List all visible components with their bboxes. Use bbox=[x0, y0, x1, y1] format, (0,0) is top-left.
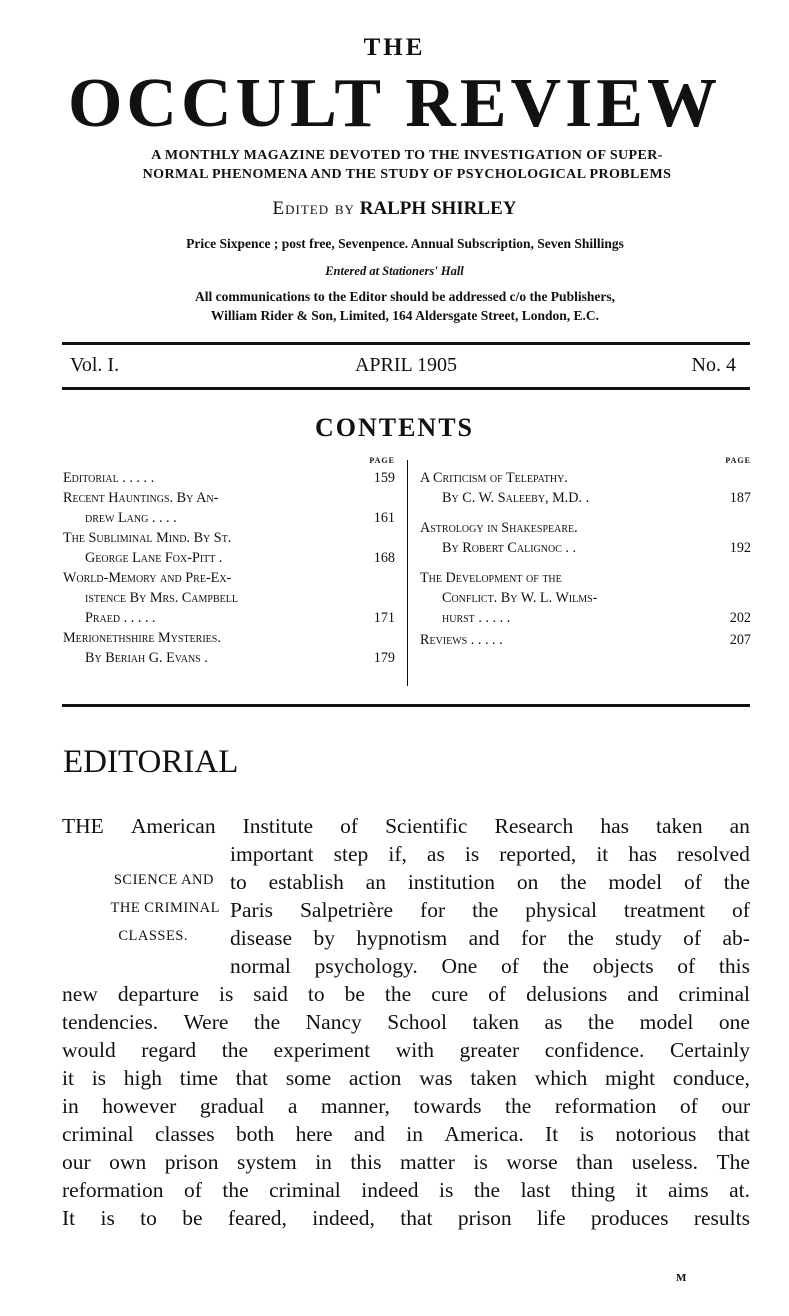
issue-rule-bottom bbox=[62, 387, 750, 390]
communications-line-2: William Rider & Son, Limited, 164 Aldersgate Street, London, E.C. bbox=[210, 308, 600, 323]
toc-entry-line: World-Memory and Pre-Ex- bbox=[63, 570, 232, 586]
toc-entry-line: drew Lang . . . . bbox=[85, 510, 177, 526]
issue-volume: Vol. I. bbox=[70, 354, 120, 376]
side-note-line-1: SCIENCE AND bbox=[113, 872, 214, 888]
toc-entry-line: Conflict. By W. L. Wilms- bbox=[442, 590, 598, 606]
toc-entry bbox=[420, 518, 751, 558]
editorial-line: reformation of the criminal indeed is the last thing it aims at. bbox=[62, 1178, 750, 1202]
subtitle-line-2: NORMAL PHENOMENA AND THE STUDY OF PSYCHOLOGICAL PROBLEMS bbox=[142, 167, 672, 182]
issue-line bbox=[62, 354, 750, 380]
editorial-line: THE American Institute of Scientific Research has taken an bbox=[62, 814, 750, 838]
toc-entry-line: istence By Mrs. Campbell bbox=[85, 590, 238, 606]
editorial-line: normal psychology. One of the objects of this bbox=[230, 954, 750, 978]
toc-entry-line: Reviews . . . . . bbox=[420, 632, 503, 648]
toc-entry-line: Editorial . . . . . bbox=[63, 470, 155, 486]
subtitle-line-1: A MONTHLY MAGAZINE DEVOTED TO THE INVESTIGATION OF SUPER- bbox=[151, 148, 663, 163]
toc-right-entries bbox=[420, 468, 751, 650]
toc-entry bbox=[420, 630, 751, 650]
page-label: PAGE bbox=[725, 456, 751, 465]
editorial-line: Paris Salpetrière for the physical treatment of bbox=[230, 898, 750, 922]
issue-number: No. 4 bbox=[691, 354, 736, 376]
editor-name: RALPH SHIRLEY bbox=[359, 198, 517, 219]
masthead-subtitle bbox=[62, 146, 752, 184]
toc-entry-line: By Beriah G. Evans . bbox=[85, 650, 208, 666]
contents-rule-bottom bbox=[62, 704, 750, 707]
toc-entry-line: George Lane Fox-Pitt . bbox=[85, 550, 223, 566]
toc-page-number: 168 bbox=[373, 550, 395, 566]
masthead-the: THE bbox=[363, 34, 426, 61]
toc-entry-line: hurst . . . . . bbox=[442, 610, 511, 626]
contents-left-column bbox=[63, 456, 395, 668]
issue-rule-top bbox=[62, 342, 750, 345]
contents-divider bbox=[407, 460, 408, 686]
toc-entry-line: Recent Hauntings. By An- bbox=[63, 490, 219, 506]
toc-entry bbox=[63, 568, 395, 628]
editorial-line: new departure is said to be the cure of delusions and criminal bbox=[62, 982, 750, 1006]
toc-page-number: 171 bbox=[373, 610, 395, 626]
toc-left-entries bbox=[63, 468, 395, 668]
signature-mark: M bbox=[676, 1272, 687, 1284]
editorial-line: important step if, as is reported, it has resolved bbox=[230, 842, 750, 866]
toc-entry-line: Merionethshire Mysteries. bbox=[63, 630, 221, 646]
editorial-line: tendencies. Were the Nancy School taken as the model one bbox=[62, 1010, 750, 1034]
editorial-line: to establish an institution on the model of the bbox=[230, 870, 750, 894]
editorial-heading: EDITORIAL bbox=[63, 744, 239, 780]
contents-heading: CONTENTS bbox=[314, 413, 475, 442]
toc-entry bbox=[63, 468, 395, 488]
toc-entry-line: Praed . . . . . bbox=[85, 610, 156, 626]
side-note-line-3: CLASSES. bbox=[118, 928, 188, 944]
toc-page-number: 187 bbox=[729, 490, 751, 506]
editorial-line: would regard the experiment with greater confidence. Certainly bbox=[62, 1038, 750, 1062]
toc-page-number: 202 bbox=[729, 610, 751, 626]
toc-page-number: 207 bbox=[729, 632, 751, 648]
issue-date: APRIL 1905 bbox=[354, 354, 458, 376]
contents-right-column bbox=[420, 456, 751, 650]
toc-entry-line: A Criticism of Telepathy. bbox=[420, 470, 568, 486]
editorial-line: our own prison system in this matter is worse than useless. The bbox=[62, 1150, 750, 1174]
toc-entry-line: By C. W. Saleeby, M.D. . bbox=[442, 490, 590, 506]
editorial-body bbox=[62, 812, 750, 1232]
toc-page-number: 161 bbox=[373, 510, 395, 526]
edited-by-label: Edited by bbox=[272, 198, 355, 219]
editorial-line: disease by hypnotism and for the study of ab- bbox=[230, 926, 750, 950]
page-label: PAGE bbox=[369, 456, 395, 465]
toc-entry bbox=[63, 528, 395, 568]
toc-entry-line: The Subliminal Mind. By St. bbox=[63, 530, 232, 546]
toc-entry bbox=[63, 488, 395, 528]
editorial-line: It is to be feared, indeed, that prison life produces results bbox=[62, 1206, 750, 1230]
toc-page-number: 159 bbox=[373, 470, 395, 486]
toc-entry bbox=[420, 568, 751, 628]
communications-note bbox=[60, 287, 750, 325]
toc-entry-line: The Development of the bbox=[420, 570, 562, 586]
editorial-line: it is high time that some action was taken which might conduce, bbox=[62, 1066, 750, 1090]
toc-entry bbox=[420, 468, 751, 508]
toc-page-number: 179 bbox=[373, 650, 395, 666]
toc-entry bbox=[63, 628, 395, 668]
toc-page-number: 192 bbox=[729, 540, 751, 556]
toc-entry-line: Astrology in Shakespeare. bbox=[420, 520, 578, 536]
toc-entry-line: By Robert Calignoc . . bbox=[442, 540, 577, 556]
entered-note: Entered at Stationers' Hall bbox=[325, 264, 464, 278]
communications-line-1: All communications to the Editor should be addressed c/o the Publishers, bbox=[195, 289, 615, 304]
side-note-line-2: THE CRIMINAL bbox=[110, 900, 220, 916]
editor-line bbox=[0, 198, 789, 220]
price-line: Price Sixpence ; post free, Sevenpence. Annual Subscription, Seven Shillings bbox=[186, 236, 624, 251]
editorial-line: in however gradual a manner, towards the reformation of our bbox=[62, 1094, 750, 1118]
editorial-line: criminal classes both here and in America. It is notorious that bbox=[62, 1122, 750, 1146]
masthead-title: OCCULT REVIEW bbox=[67, 65, 721, 142]
